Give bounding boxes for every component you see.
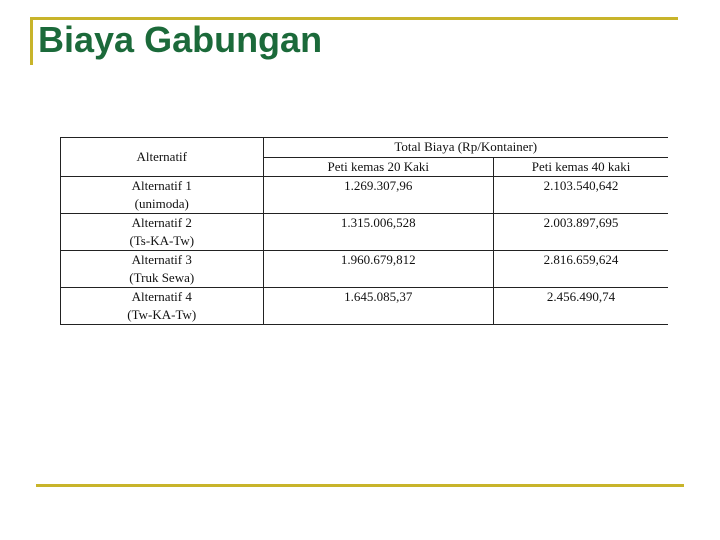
header-20-kaki: Peti kemas 20 Kaki [263, 157, 494, 177]
table-row [61, 251, 669, 288]
header-total-biaya: Total Biaya (Rp/Kontainer) [263, 138, 668, 158]
alternative-mode: (Tw-KA-Tw) [127, 307, 197, 322]
cost-40-cell: 2.003.897,695 [494, 214, 668, 251]
header-alternatif: Alternatif [61, 138, 264, 177]
cost-20-cell: 1.960.679,812 [263, 251, 494, 288]
left-rule [30, 17, 33, 65]
slide-title: Biaya Gabungan [38, 19, 323, 60]
table-row [61, 214, 669, 251]
alternative-name: Alternatif 1 [131, 178, 192, 193]
alternative-name: Alternatif 2 [131, 215, 192, 230]
table-row [61, 177, 669, 214]
cost-20-cell: 1.315.006,528 [263, 214, 494, 251]
table-row [61, 288, 669, 325]
bottom-rule [36, 484, 684, 487]
alternative-mode: (Ts-KA-Tw) [129, 233, 195, 248]
alternative-mode: (Truk Sewa) [129, 270, 195, 285]
alternative-name: Alternatif 4 [131, 289, 192, 304]
header-40-kaki: Peti kemas 40 kaki [494, 157, 668, 177]
cost-20-cell: 1.269.307,96 [263, 177, 494, 214]
cost-20-cell: 1.645.085,37 [263, 288, 494, 325]
cost-40-cell: 2.456.490,74 [494, 288, 668, 325]
cost-table [60, 137, 668, 325]
row-label [61, 177, 264, 214]
row-label [61, 214, 264, 251]
cost-40-cell: 2.816.659,624 [494, 251, 668, 288]
cost-40-cell: 2.103.540,642 [494, 177, 668, 214]
row-label [61, 288, 264, 325]
row-label [61, 251, 264, 288]
alternative-mode: (unimoda) [134, 196, 189, 211]
alternative-name: Alternatif 3 [131, 252, 192, 267]
